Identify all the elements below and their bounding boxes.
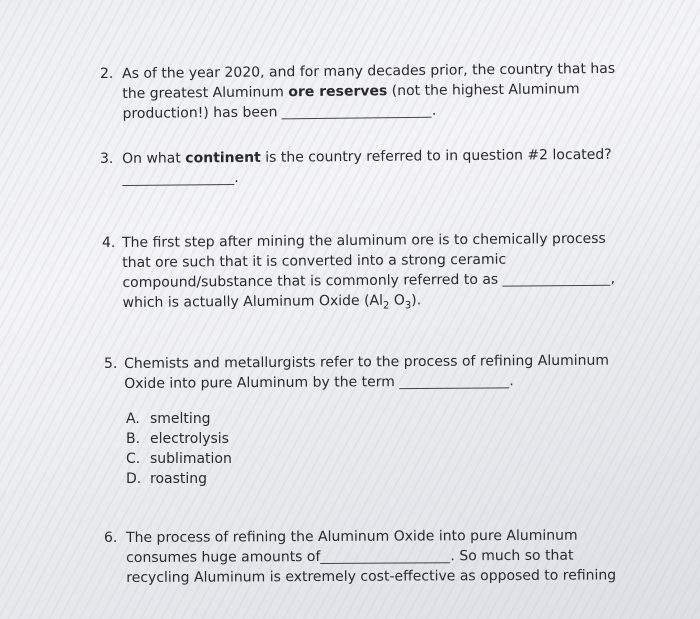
answer-blank[interactable]	[503, 271, 611, 287]
question-text-line: the greatest Aluminum ore reserves (not the highest Aluminum	[122, 81, 580, 102]
answer-blank[interactable]	[399, 373, 509, 389]
question-text: The first step after mining the aluminum ore is to chemically process	[122, 230, 606, 251]
continent-emphasis: continent	[185, 149, 261, 167]
question-number: 5.	[104, 356, 118, 372]
question-text-line: production!) has been .	[122, 102, 437, 122]
question-number: 6.	[104, 530, 118, 546]
question-number: 2.	[100, 66, 114, 82]
answer-line: .	[122, 165, 612, 189]
option-c[interactable]: C. sublimation	[126, 451, 232, 467]
question-text-line: consumes huge amounts of . So much so that	[126, 547, 574, 566]
option-b[interactable]: B. electrolysis	[126, 431, 229, 447]
question-text: The process of refining the Aluminum Oxide into pure Aluminum	[126, 527, 578, 546]
answer-options	[126, 409, 232, 489]
option-a[interactable]: A. smelting	[126, 411, 211, 427]
answer-blank[interactable]	[320, 548, 450, 564]
question-text-line: On what continent is the country referred to in question #2 located?	[122, 146, 612, 167]
option-d[interactable]: D. roasting	[126, 471, 208, 487]
answer-blank[interactable]	[122, 170, 234, 186]
question-text-line: which is actually Aluminum Oxide ($Al_2$ $O_3$).	[122, 292, 422, 312]
ore-reserves-emphasis: ore reserves	[288, 83, 388, 101]
question-text-line: compound/substance that is commonly referred to as ,	[122, 270, 616, 291]
question-text: that ore such that it is converted into a strong ceramic	[122, 251, 507, 271]
question-number: 3.	[100, 151, 114, 167]
question-number: 4.	[102, 235, 116, 251]
question-text: Chemists and metallurgists refer to the process of refining Aluminum	[124, 352, 610, 372]
question-text: As of the year 2020, and for many decades prior, the country that has	[122, 60, 616, 82]
question-text-line: Oxide into pure Aluminum by the term .	[124, 373, 514, 392]
question-text: recycling Aluminum is extremely cost-effective as opposed to refining	[126, 567, 617, 586]
answer-blank[interactable]	[282, 103, 432, 120]
